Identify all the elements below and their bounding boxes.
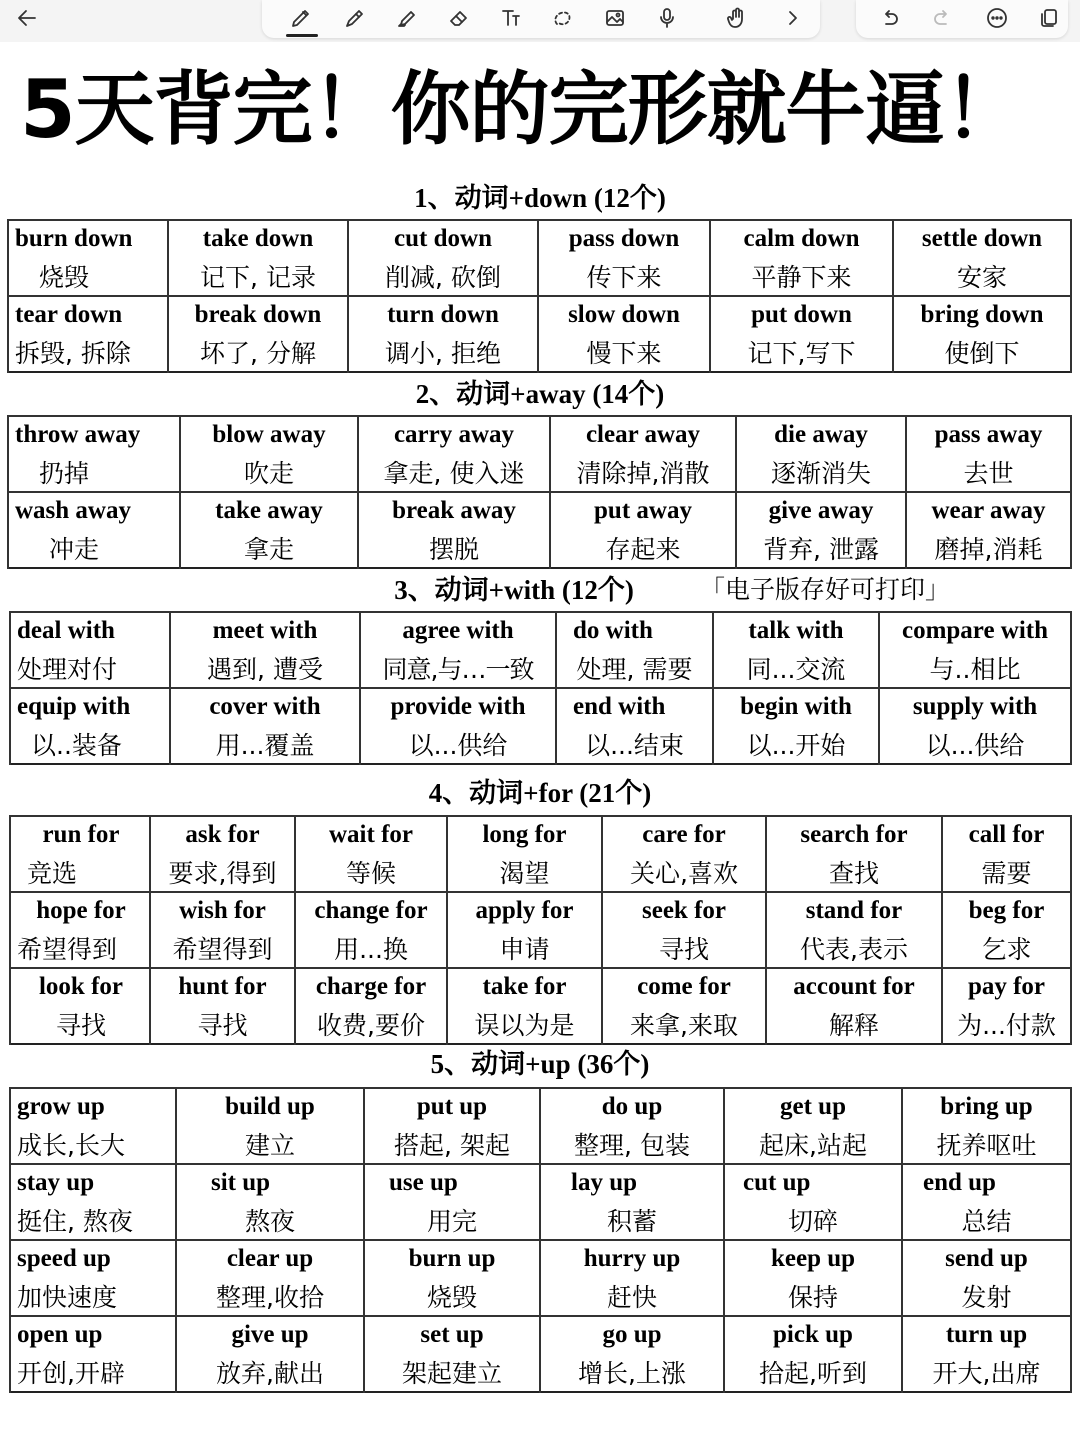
meaning-cell: 加快速度 bbox=[10, 1277, 176, 1316]
meaning-cell: 存起来 bbox=[550, 529, 736, 568]
meaning-cell: 吹走 bbox=[180, 453, 358, 492]
phrase-cell: hope for bbox=[10, 892, 150, 929]
phrase-cell: provide with bbox=[360, 688, 556, 725]
phrase-cell: do with bbox=[556, 612, 713, 649]
meaning-cell: 用完 bbox=[364, 1201, 540, 1240]
phrase-cell: throw away bbox=[8, 416, 180, 453]
meaning-cell: 成长,长大 bbox=[10, 1125, 176, 1164]
phrase-cell: cut up bbox=[724, 1164, 902, 1201]
meaning-cell: 来拿,来取 bbox=[602, 1005, 766, 1044]
phrase-cell: agree with bbox=[360, 612, 556, 649]
phrase-cell: build up bbox=[176, 1088, 364, 1125]
phrase-cell: cover with bbox=[170, 688, 360, 725]
meaning-cell: 切碎 bbox=[724, 1201, 902, 1240]
phrase-cell: run for bbox=[10, 816, 150, 853]
phrase-cell: come for bbox=[602, 968, 766, 1005]
print-note: 「电子版存好可打印」 bbox=[700, 575, 951, 604]
meaning-cell: 与..相比 bbox=[879, 649, 1071, 688]
section-title-for bbox=[0, 776, 1080, 810]
chevron-right-icon[interactable] bbox=[778, 4, 808, 32]
meaning-cell: 熬夜 bbox=[176, 1201, 364, 1240]
meaning-cell: 以...供给 bbox=[879, 725, 1071, 764]
phrase-cell: care for bbox=[602, 816, 766, 853]
table-for bbox=[9, 815, 1072, 1045]
phrase-cell: cut down bbox=[348, 220, 538, 257]
section-title-with bbox=[0, 573, 1080, 607]
phrase-cell: set up bbox=[364, 1316, 540, 1353]
section-title-away bbox=[0, 377, 1080, 411]
meaning-cell: 解释 bbox=[766, 1005, 942, 1044]
phrase-cell: seek for bbox=[602, 892, 766, 929]
meaning-cell: 需要 bbox=[942, 853, 1071, 892]
meaning-cell: 开大,出席 bbox=[902, 1353, 1071, 1392]
meaning-cell: 以...结束 bbox=[556, 725, 713, 764]
phrase-cell: end with bbox=[556, 688, 713, 725]
phrase-cell: clear away bbox=[550, 416, 736, 453]
phrase-cell: turn up bbox=[902, 1316, 1071, 1353]
meaning-cell: 搭起, 架起 bbox=[364, 1125, 540, 1164]
meaning-cell: 拾起,听到 bbox=[724, 1353, 902, 1392]
phrase-cell: beg for bbox=[942, 892, 1071, 929]
meaning-cell: 代表,表示 bbox=[766, 929, 942, 968]
meaning-cell: 整理,收拾 bbox=[176, 1277, 364, 1316]
phrase-cell: keep up bbox=[724, 1240, 902, 1277]
phrase-cell: give away bbox=[736, 492, 906, 529]
meaning-cell: 去世 bbox=[906, 453, 1071, 492]
meaning-cell: 寻找 bbox=[150, 1005, 295, 1044]
meaning-cell: 赶快 bbox=[540, 1277, 724, 1316]
phrase-cell: supply with bbox=[879, 688, 1071, 725]
meaning-cell: 关心,喜欢 bbox=[602, 853, 766, 892]
meaning-cell: 冲走 bbox=[8, 529, 180, 568]
phrase-cell: take away bbox=[180, 492, 358, 529]
meaning-cell: 拆毁, 拆除 bbox=[8, 333, 168, 372]
meaning-cell: 拿走 bbox=[180, 529, 358, 568]
table-away bbox=[7, 415, 1072, 569]
phrase-cell: begin with bbox=[713, 688, 879, 725]
meaning-cell: 申请 bbox=[447, 929, 602, 968]
table-down bbox=[7, 219, 1072, 373]
meaning-cell: 保持 bbox=[724, 1277, 902, 1316]
phrase-cell: stand for bbox=[766, 892, 942, 929]
phrase-cell: ask for bbox=[150, 816, 295, 853]
phrase-cell: get up bbox=[724, 1088, 902, 1125]
meaning-cell: 发射 bbox=[902, 1277, 1071, 1316]
phrase-cell: account for bbox=[766, 968, 942, 1005]
meaning-cell: 安家 bbox=[893, 257, 1071, 296]
phrase-cell: apply for bbox=[447, 892, 602, 929]
meaning-cell: 坏了, 分解 bbox=[168, 333, 348, 372]
meaning-cell: 希望得到 bbox=[150, 929, 295, 968]
phrase-cell: do up bbox=[540, 1088, 724, 1125]
phrase-cell: slow down bbox=[538, 296, 710, 333]
meaning-cell: 削减, 砍倒 bbox=[348, 257, 538, 296]
section-title-up bbox=[0, 1047, 1080, 1081]
phrase-cell: send up bbox=[902, 1240, 1071, 1277]
phrase-cell: charge for bbox=[295, 968, 447, 1005]
meaning-cell: 平静下来 bbox=[710, 257, 893, 296]
meaning-cell: 挺住, 熬夜 bbox=[10, 1201, 176, 1240]
phrase-cell: turn down bbox=[348, 296, 538, 333]
meaning-cell: 放弃,献出 bbox=[176, 1353, 364, 1392]
pencil-icon[interactable] bbox=[340, 4, 370, 32]
back-arrow-icon[interactable] bbox=[12, 4, 42, 32]
phrase-cell: bring down bbox=[893, 296, 1071, 333]
phrase-cell: wish for bbox=[150, 892, 295, 929]
eraser-icon[interactable] bbox=[444, 4, 474, 32]
phrase-cell: speed up bbox=[10, 1240, 176, 1277]
meaning-cell: 误以为是 bbox=[447, 1005, 602, 1044]
section-title-down bbox=[0, 181, 1080, 215]
meaning-cell: 要求,得到 bbox=[150, 853, 295, 892]
meaning-cell: 架起建立 bbox=[364, 1353, 540, 1392]
meaning-cell: 乞求 bbox=[942, 929, 1071, 968]
pen-icon[interactable] bbox=[286, 4, 316, 32]
phrase-cell: open up bbox=[10, 1316, 176, 1353]
meaning-cell: 起床,站起 bbox=[724, 1125, 902, 1164]
phrase-cell: grow up bbox=[10, 1088, 176, 1125]
phrase-cell: settle down bbox=[893, 220, 1071, 257]
phrase-cell: die away bbox=[736, 416, 906, 453]
image-icon[interactable] bbox=[600, 4, 630, 32]
meaning-cell: 烧毁 bbox=[364, 1277, 540, 1316]
meaning-cell: 慢下来 bbox=[538, 333, 710, 372]
meaning-cell: 开创,开辟 bbox=[10, 1353, 176, 1392]
phrase-cell: burn down bbox=[8, 220, 168, 257]
phrase-cell: pass down bbox=[538, 220, 710, 257]
meaning-cell: 以..装备 bbox=[10, 725, 170, 764]
phrase-cell: calm down bbox=[710, 220, 893, 257]
phrase-cell: long for bbox=[447, 816, 602, 853]
meaning-cell: 处理对付 bbox=[10, 649, 170, 688]
hand-icon[interactable] bbox=[722, 4, 752, 32]
phrase-cell: meet with bbox=[170, 612, 360, 649]
meaning-cell: 用...覆盖 bbox=[170, 725, 360, 764]
phrase-cell: bring up bbox=[902, 1088, 1071, 1125]
section-title-text: 1、动词+down (12个) bbox=[414, 183, 666, 213]
phrase-cell: put up bbox=[364, 1088, 540, 1125]
meaning-cell: 逐渐消失 bbox=[736, 453, 906, 492]
lasso-icon[interactable] bbox=[548, 4, 578, 32]
phrase-cell: deal with bbox=[10, 612, 170, 649]
undo-icon[interactable] bbox=[874, 4, 904, 32]
meaning-cell: 总结 bbox=[902, 1201, 1071, 1240]
phrase-cell: go up bbox=[540, 1316, 724, 1353]
text-icon[interactable] bbox=[496, 4, 526, 32]
meaning-cell: 为...付款 bbox=[942, 1005, 1071, 1044]
phrase-cell: pass away bbox=[906, 416, 1071, 453]
phrase-cell: search for bbox=[766, 816, 942, 853]
table-up bbox=[9, 1087, 1072, 1393]
phrase-cell: look for bbox=[10, 968, 150, 1005]
phrase-cell: lay up bbox=[540, 1164, 724, 1201]
phrase-cell: wear away bbox=[906, 492, 1071, 529]
phrase-cell: end up bbox=[902, 1164, 1071, 1201]
more-icon[interactable] bbox=[982, 4, 1012, 32]
section-title-text: 3、动词+with (12个) bbox=[394, 575, 634, 605]
meaning-cell: 建立 bbox=[176, 1125, 364, 1164]
phrase-cell: clear up bbox=[176, 1240, 364, 1277]
phrase-cell: take down bbox=[168, 220, 348, 257]
microphone-icon[interactable] bbox=[652, 4, 682, 32]
phrase-cell: carry away bbox=[358, 416, 550, 453]
phrase-cell: give up bbox=[176, 1316, 364, 1353]
phrase-cell: wash away bbox=[8, 492, 180, 529]
active-tool-indicator bbox=[286, 34, 318, 37]
meaning-cell: 拿走, 使入迷 bbox=[358, 453, 550, 492]
meaning-cell: 遇到, 遭受 bbox=[170, 649, 360, 688]
meaning-cell: 整理, 包装 bbox=[540, 1125, 724, 1164]
meaning-cell: 背弃, 泄露 bbox=[736, 529, 906, 568]
meaning-cell: 收费,要价 bbox=[295, 1005, 447, 1044]
page-title: 5天背完！你的完形就牛逼！ bbox=[20, 63, 1023, 156]
phrase-cell: put away bbox=[550, 492, 736, 529]
meaning-cell: 摆脱 bbox=[358, 529, 550, 568]
meaning-cell: 希望得到 bbox=[10, 929, 150, 968]
meaning-cell: 寻找 bbox=[602, 929, 766, 968]
redo-icon[interactable] bbox=[928, 4, 958, 32]
meaning-cell: 积蓄 bbox=[540, 1201, 724, 1240]
phrase-cell: sit up bbox=[176, 1164, 364, 1201]
phrase-cell: compare with bbox=[879, 612, 1071, 649]
phrase-cell: pay for bbox=[942, 968, 1071, 1005]
phrase-cell: hunt for bbox=[150, 968, 295, 1005]
meaning-cell: 清除掉,消散 bbox=[550, 453, 736, 492]
phrase-cell: blow away bbox=[180, 416, 358, 453]
phrase-cell: talk with bbox=[713, 612, 879, 649]
meaning-cell: 以...供给 bbox=[360, 725, 556, 764]
meaning-cell: 查找 bbox=[766, 853, 942, 892]
section-title-text: 2、动词+away (14个) bbox=[415, 379, 665, 409]
meaning-cell: 传下来 bbox=[538, 257, 710, 296]
meaning-cell: 竞选 bbox=[10, 853, 150, 892]
meaning-cell: 记下,写下 bbox=[710, 333, 893, 372]
meaning-cell: 增长,上涨 bbox=[540, 1353, 724, 1392]
meaning-cell: 扔掉 bbox=[8, 453, 180, 492]
meaning-cell: 等候 bbox=[295, 853, 447, 892]
meaning-cell: 同...交流 bbox=[713, 649, 879, 688]
meaning-cell: 用...换 bbox=[295, 929, 447, 968]
meaning-cell: 寻找 bbox=[10, 1005, 150, 1044]
meaning-cell: 以...开始 bbox=[713, 725, 879, 764]
phrase-cell: break away bbox=[358, 492, 550, 529]
phrase-cell: hurry up bbox=[540, 1240, 724, 1277]
meaning-cell: 使倒下 bbox=[893, 333, 1071, 372]
phrase-cell: pick up bbox=[724, 1316, 902, 1353]
highlighter-icon[interactable] bbox=[392, 4, 422, 32]
phrase-cell: use up bbox=[364, 1164, 540, 1201]
pages-icon[interactable] bbox=[1034, 4, 1064, 32]
phrase-cell: burn up bbox=[364, 1240, 540, 1277]
phrase-cell: take for bbox=[447, 968, 602, 1005]
top-toolbar bbox=[0, 0, 1080, 42]
phrase-cell: put down bbox=[710, 296, 893, 333]
meaning-cell: 同意,与…一致 bbox=[360, 649, 556, 688]
phrase-cell: wait for bbox=[295, 816, 447, 853]
meaning-cell: 渴望 bbox=[447, 853, 602, 892]
phrase-cell: break down bbox=[168, 296, 348, 333]
table-with bbox=[9, 611, 1072, 765]
meaning-cell: 处理, 需要 bbox=[556, 649, 713, 688]
phrase-cell: stay up bbox=[10, 1164, 176, 1201]
phrase-cell: equip with bbox=[10, 688, 170, 725]
phrase-cell: change for bbox=[295, 892, 447, 929]
phrase-cell: call for bbox=[942, 816, 1071, 853]
section-title-text: 4、动词+for (21个) bbox=[428, 778, 652, 808]
meaning-cell: 磨掉,消耗 bbox=[906, 529, 1071, 568]
meaning-cell: 烧毁 bbox=[8, 257, 168, 296]
meaning-cell: 调小, 拒绝 bbox=[348, 333, 538, 372]
phrase-cell: tear down bbox=[8, 296, 168, 333]
meaning-cell: 抚养呕吐 bbox=[902, 1125, 1071, 1164]
section-title-text: 5、动词+up (36个) bbox=[430, 1049, 650, 1079]
meaning-cell: 记下, 记录 bbox=[168, 257, 348, 296]
